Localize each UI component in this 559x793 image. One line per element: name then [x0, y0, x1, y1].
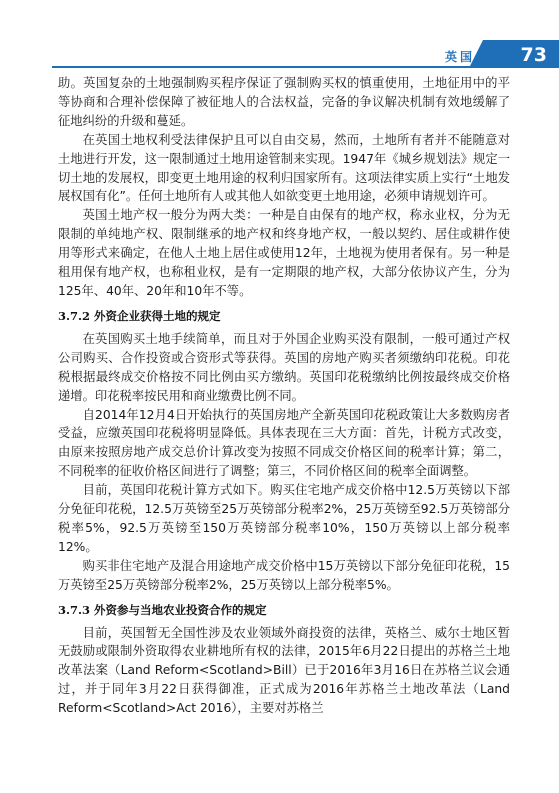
section-heading-3-7-2: 3.7.2 外资企业获得土地的规定 — [58, 308, 221, 323]
body-paragraph: 助。英国复杂的土地强制购买程序保证了强制购买权的慎重使用，土地征用中的平等协商和合理补偿保障了被征地人的合法权益，完备的争议解决机制有效地缓解了征地纠纷的升级和蔓延。 — [58, 76, 510, 128]
body-paragraph: 在英国土地权利受法律保护且可以自由交易，然而，土地所有者并不能随意对土地进行开发，这一限制通过土地用途管制来实现。1947年《城乡规划法》规定一切土地的发展权，即变更土地用途的权利归国家所有。这项法律实质上实行“土地发展权国有化”。任何土地所有人或其他人如欲变更土地用途，必须申请规划许可。 — [58, 132, 510, 204]
running-header — [0, 0, 559, 80]
page-body — [58, 74, 510, 718]
body-paragraph: 在英国购买土地手续简单，而且对于外国企业购买没有限制，一般可通过产权公司购买、合作投资或合资形式等获得。英国的房地产购买者须缴纳印花税。印花税根据最终成交价格按不同比例由买方缴纳。英国印花税缴纳比例按最终成交价格递增。印花税率按民用和商业缴费比例不同。 — [58, 331, 510, 403]
page-number: 73 — [520, 44, 547, 66]
body-paragraph: 自2014年12月4日开始执行的英国房地产全新英国印花税政策让大多数购房者受益，应缴英国印花税将明显降低。具体表现在三大方面：首先，计税方式改变，由原来按照房地产成交总价计算改变为按照不同成交价格区间的税率计算；第二，不同税率的征收价格区间进行了调整；第三，不同价格区间的税率全面调整。 — [58, 407, 510, 479]
running-section-title: 英国 — [445, 50, 476, 64]
body-paragraph: 购买非住宅地产及混合用途地产成交价格中15万英镑以下部分免征印花税，15万英镑至25万英镑部分税率2%，25万英镑以上部分税率5%。 — [58, 558, 510, 592]
body-paragraph: 目前，英国印花税计算方式如下。购买住宅地产成交价格中12.5万英镑以下部分免征印花税，12.5万英镑至25万英镑部分税率2%，25万英镑至92.5万英镑部分税率5%，92.5万英镑至150万英镑部分税率10%，150万英镑以上部分税率12%。 — [58, 483, 510, 554]
section-heading-3-7-3: 3.7.3 外资参与当地农业投资合作的规定 — [58, 602, 267, 617]
body-paragraph: 目前，英国暂无全国性涉及农业领域外商投资的法律，英格兰、威尔士地区暂无鼓励或限制外资取得农业耕地所有权的法律，2015年6月22日提出的苏格兰土地改革法案（Land Reform<Scotland>Bill）已于2016年3月16日在苏格兰议会通过，并于同年3月22日获得御准，正式成为2016年苏格兰土地改革法（Land Reform<Scotland>Act 2016），主要对苏格兰 — [58, 625, 510, 716]
body-paragraph: 英国土地产权一般分为两大类：一种是自由保有的地产权，称永业权，分为无限制的单纯地产权、限制继承的地产权和终身地产权，一般以契约、居住或耕作使用等形式来确定，在他人土地上居住或使用12年，土地视为使用者保有。另一种是租用保有地产权，也称租业权，是有一定期限的地产权，大部分依协议产生，分为125年、40年、20年和10年不等。 — [58, 208, 510, 298]
